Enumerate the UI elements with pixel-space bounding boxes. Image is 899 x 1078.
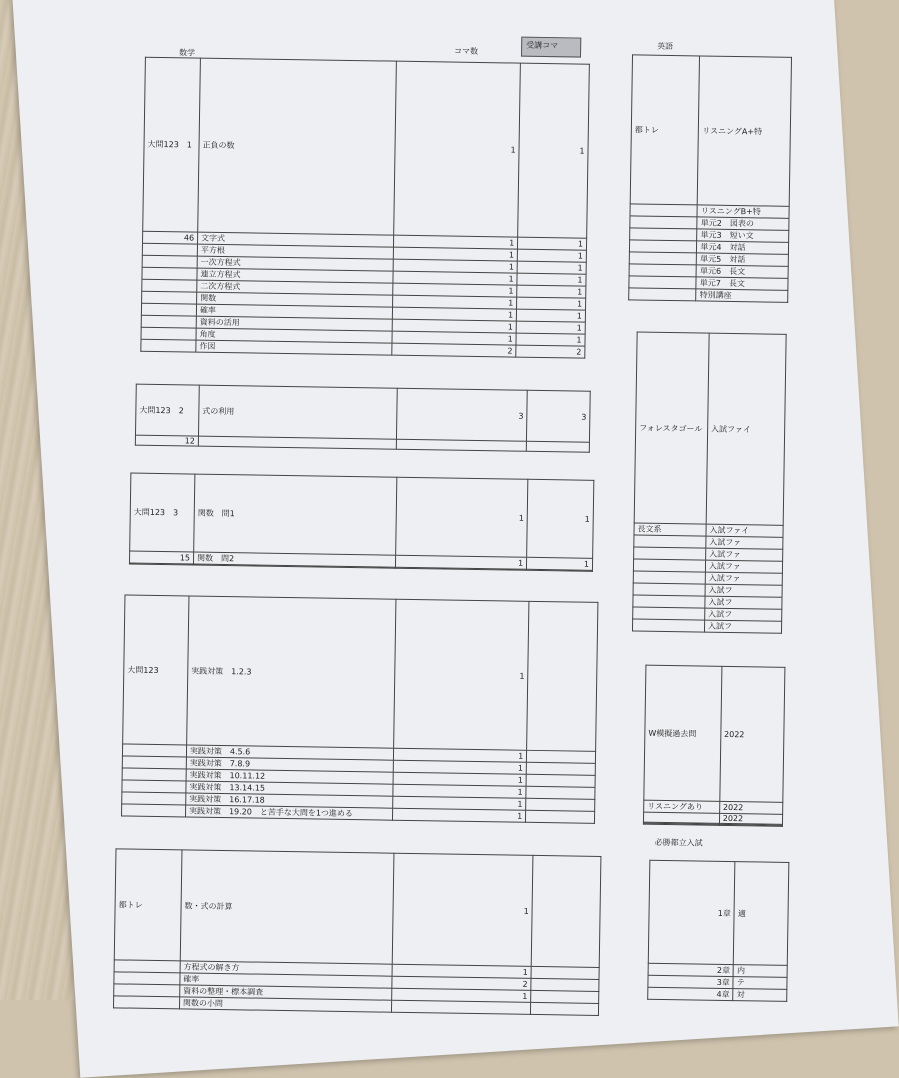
math-table-2 bbox=[135, 384, 591, 453]
table-cell-a bbox=[630, 228, 698, 241]
table-cell-b: 入試ファ bbox=[705, 560, 782, 573]
table-cell-c: 1 bbox=[392, 295, 517, 309]
table-cell-c: 1 bbox=[392, 307, 517, 321]
table-cell-a bbox=[122, 744, 186, 757]
table-cell-a: フォレスタゴール bbox=[634, 332, 709, 524]
table-cell-d: 1 bbox=[517, 261, 586, 274]
table-cell-a bbox=[141, 327, 196, 340]
table-cell-d: 1 bbox=[517, 249, 586, 262]
table-cell-d: 1 bbox=[517, 285, 586, 298]
jukou-koma-header: 受講コマ bbox=[521, 37, 581, 58]
table-cell-b: 実践対策 13.14.15 bbox=[186, 781, 393, 796]
table-row bbox=[123, 595, 598, 751]
table-cell-c: 1 bbox=[393, 247, 518, 261]
table-cell-c: 1 bbox=[393, 784, 527, 798]
table-cell-c: 1 bbox=[393, 748, 527, 762]
table-cell-a: リスニングあり bbox=[644, 800, 720, 813]
table-cell-d bbox=[531, 966, 599, 979]
table-cell-b: 正負の数 bbox=[198, 58, 396, 235]
table-cell-a bbox=[632, 619, 704, 632]
table-cell-b: 実践対策 10.11.12 bbox=[186, 769, 393, 784]
table-cell-a bbox=[633, 607, 705, 620]
table-cell-a bbox=[633, 595, 705, 608]
table-cell-d bbox=[531, 978, 599, 991]
table-cell-c: 1 bbox=[392, 283, 517, 297]
english-title: 英語 bbox=[657, 41, 674, 52]
math-table-4 bbox=[121, 594, 598, 823]
table-cell-c bbox=[391, 1000, 531, 1014]
table-cell-b: 連立方程式 bbox=[197, 268, 393, 283]
table-cell-c: 1 bbox=[393, 760, 527, 774]
table-cell-a bbox=[629, 264, 697, 277]
table-cell-d bbox=[526, 810, 595, 823]
table-cell-c: 1 bbox=[392, 853, 533, 966]
table-cell-c: 1 bbox=[392, 271, 517, 285]
table-cell-a: 大問123 bbox=[123, 595, 189, 745]
table-cell-a: 都トレ bbox=[114, 849, 182, 961]
table-cell-b: 入試フ bbox=[705, 596, 782, 609]
table-cell-b: 単元7 長文 bbox=[696, 277, 788, 290]
table-cell-a: 都トレ bbox=[630, 55, 700, 205]
table-cell-a bbox=[142, 267, 197, 280]
table-row bbox=[648, 860, 789, 965]
table-cell-a bbox=[629, 276, 697, 289]
table-cell-d bbox=[527, 569, 593, 571]
table-cell-d: 1 bbox=[518, 237, 587, 250]
table-cell-b: 資料の整理・標本調査 bbox=[180, 985, 392, 1000]
table-cell-a: W模擬過去問 bbox=[644, 665, 722, 801]
table-cell-a bbox=[122, 780, 186, 793]
table-cell-c: 1 bbox=[392, 808, 526, 822]
table-cell-c: 2 bbox=[391, 976, 531, 990]
table-cell-a bbox=[630, 216, 698, 229]
table-cell-c: 1 bbox=[392, 796, 526, 810]
hisshou-title: 必勝都立入試 bbox=[654, 837, 703, 848]
table-cell-a bbox=[114, 960, 180, 973]
table-cell-b: 実践対策 19.20 と苦手な大問を1つ進める bbox=[185, 805, 392, 820]
table-cell-d: 1 bbox=[518, 63, 590, 238]
table-cell-b: 単元5 対話 bbox=[697, 253, 789, 266]
table-cell-d bbox=[531, 990, 599, 1003]
table-cell-b: リスニングA+特 bbox=[698, 56, 792, 206]
table-cell-a bbox=[633, 571, 705, 584]
table-cell-b: 入試フ bbox=[705, 584, 782, 597]
hisshou-table bbox=[647, 860, 789, 1002]
table-cell-d bbox=[531, 1002, 599, 1015]
table-cell-a bbox=[629, 240, 697, 253]
table-cell-a bbox=[122, 756, 186, 769]
table-cell-a bbox=[634, 535, 706, 548]
table-cell-a bbox=[114, 984, 180, 997]
table-cell-b: 平方根 bbox=[197, 244, 393, 259]
table-cell-b: 文字式 bbox=[197, 232, 393, 247]
table-row bbox=[632, 619, 781, 633]
table-cell-a: 2章 bbox=[648, 963, 734, 976]
table-cell-b: 2022 bbox=[719, 801, 782, 814]
table-cell-b: 実践対策 4.5.6 bbox=[186, 745, 393, 760]
table-cell-b: 関数 問1 bbox=[194, 474, 398, 555]
table-cell-a: 大問123 3 bbox=[130, 473, 195, 552]
table-cell-b: 数・式の計算 bbox=[180, 850, 393, 964]
table-cell-b: 入試ファイ bbox=[706, 524, 783, 537]
table-cell-a bbox=[122, 804, 186, 817]
table-cell-b: 単元6 長文 bbox=[696, 265, 788, 278]
table-cell-b: 二次方程式 bbox=[197, 280, 393, 295]
table-cell-b: 特別講座 bbox=[696, 289, 788, 302]
table-cell-a bbox=[122, 768, 186, 781]
table-cell-c: 2 bbox=[391, 343, 516, 357]
table-cell-d bbox=[527, 750, 596, 763]
table-cell-c: 1 bbox=[393, 772, 527, 786]
table-cell-d bbox=[526, 441, 589, 452]
table-cell-b: 資料の活用 bbox=[196, 316, 392, 331]
table-cell-b: 単元4 対話 bbox=[697, 241, 789, 254]
table-cell-a bbox=[114, 972, 180, 985]
table-cell-b: 確率 bbox=[180, 973, 392, 988]
table-cell-c: 1 bbox=[393, 599, 529, 750]
table-cell-b: 単元2 図表の bbox=[697, 217, 789, 230]
table-cell-a bbox=[122, 792, 186, 805]
table-cell-a bbox=[141, 315, 196, 328]
table-cell-b: 入試フ bbox=[705, 608, 782, 621]
english-table-2 bbox=[632, 331, 787, 633]
table-row bbox=[648, 987, 787, 1001]
table-cell-d bbox=[527, 601, 598, 751]
table-cell-b bbox=[719, 824, 782, 826]
table-cell-a bbox=[634, 547, 706, 560]
table-cell-b: 入試ファ bbox=[706, 536, 783, 549]
table-cell-d: 1 bbox=[517, 297, 586, 310]
table-row bbox=[114, 849, 601, 968]
table-cell-b: 関数の小問 bbox=[179, 997, 391, 1012]
table-cell-a bbox=[141, 339, 196, 352]
table-row bbox=[630, 55, 791, 206]
table-cell-b: 単元3 短い文 bbox=[697, 229, 789, 242]
table-cell-b: リスニングB+特 bbox=[697, 205, 789, 218]
table-cell-a: 長文系 bbox=[634, 523, 706, 536]
table-cell-a bbox=[129, 563, 193, 565]
table-cell-a bbox=[141, 303, 196, 316]
table-cell-b: 入試フ bbox=[704, 620, 781, 633]
english-table-3 bbox=[643, 665, 785, 827]
table-cell-d: 1 bbox=[516, 321, 585, 334]
table-cell-b: 2022 bbox=[719, 813, 782, 824]
table-cell-b: 一次方程式 bbox=[197, 256, 393, 271]
table-cell-c: 1 bbox=[396, 555, 527, 569]
table-cell-d bbox=[531, 855, 601, 967]
table-row bbox=[130, 473, 594, 558]
table-cell-d: 2 bbox=[516, 345, 585, 358]
math-table-5 bbox=[113, 848, 601, 1016]
table-cell-b: 実践対策 1.2.3 bbox=[187, 596, 396, 748]
table-cell-b: 入試ファイ bbox=[706, 333, 786, 525]
table-cell-d bbox=[526, 762, 595, 775]
math-table-1 bbox=[140, 57, 590, 359]
table-cell-c: 1 bbox=[393, 235, 518, 249]
table-cell-d bbox=[526, 774, 595, 787]
table-cell-a: 46 bbox=[143, 231, 198, 244]
table-cell-b: 関数 問2 bbox=[193, 552, 396, 567]
koma-count-header: コマ数 bbox=[453, 46, 479, 56]
table-cell-a bbox=[142, 279, 197, 292]
table-cell-d: 3 bbox=[527, 390, 591, 442]
table-cell-c: 1 bbox=[392, 964, 532, 978]
table-cell-a: 4章 bbox=[648, 987, 734, 1000]
table-cell-c: 1 bbox=[391, 331, 516, 345]
table-row bbox=[634, 332, 786, 525]
table-cell-b: 2022 bbox=[720, 666, 785, 802]
table-cell-a bbox=[142, 255, 197, 268]
table-cell-b bbox=[198, 436, 397, 449]
table-cell-a bbox=[633, 559, 705, 572]
table-cell-a bbox=[633, 583, 705, 596]
table-cell-b: 適 bbox=[734, 862, 789, 966]
table-cell-c bbox=[397, 439, 527, 451]
table-cell-c: 3 bbox=[397, 388, 527, 441]
table-cell-c: 1 bbox=[393, 259, 518, 273]
table-cell-d: 1 bbox=[516, 333, 585, 346]
table-cell-b: 確率 bbox=[196, 304, 392, 319]
table-cell-b: 作図 bbox=[196, 340, 392, 355]
table-cell-a bbox=[643, 823, 719, 825]
table-cell-b: 実践対策 16.17.18 bbox=[186, 793, 393, 808]
table-cell-a bbox=[630, 204, 698, 217]
table-cell-b: 実践対策 7.8.9 bbox=[186, 757, 393, 772]
table-cell-b: 角度 bbox=[196, 328, 392, 343]
table-row bbox=[135, 384, 590, 442]
table-cell-a: 大問123 1 bbox=[143, 57, 201, 232]
table-cell-a bbox=[142, 291, 197, 304]
table-cell-c: 1 bbox=[393, 61, 520, 237]
english-table-1 bbox=[628, 54, 792, 302]
table-row bbox=[629, 288, 788, 302]
table-row bbox=[644, 665, 785, 802]
table-cell-a bbox=[113, 996, 179, 1009]
table-cell-b: 入試ファ bbox=[706, 548, 783, 561]
table-cell-b: 関数 bbox=[197, 292, 393, 307]
table-cell-a bbox=[142, 243, 197, 256]
table-cell-d bbox=[526, 798, 595, 811]
table-cell-a bbox=[629, 288, 697, 301]
table-cell-a bbox=[629, 252, 697, 265]
table-cell-d: 1 bbox=[527, 557, 593, 570]
math-title: 数学 bbox=[178, 48, 196, 58]
table-cell-d: 1 bbox=[527, 479, 594, 558]
table-row bbox=[143, 57, 590, 238]
table-cell-b: 方程式の解き方 bbox=[180, 961, 392, 976]
math-table-3 bbox=[129, 473, 594, 572]
table-cell-a: 大問123 2 bbox=[135, 384, 199, 436]
table-cell-b: 式の利用 bbox=[198, 385, 397, 439]
table-cell-b: 入試ファ bbox=[705, 572, 782, 585]
table-cell-d: 1 bbox=[516, 309, 585, 322]
table-cell-b: 内 bbox=[733, 965, 787, 978]
table-cell-a: 15 bbox=[129, 551, 193, 564]
table-cell-a: 1章 bbox=[648, 860, 735, 964]
table-cell-c: 1 bbox=[396, 477, 528, 557]
table-cell-c: 1 bbox=[391, 988, 531, 1002]
table-cell-b: テ bbox=[733, 977, 787, 990]
table-cell-d bbox=[526, 786, 595, 799]
table-cell-b: 対 bbox=[733, 989, 787, 1002]
table-cell-c: 1 bbox=[392, 319, 517, 333]
table-cell-a: 12 bbox=[135, 435, 198, 446]
table-cell-d: 1 bbox=[517, 273, 586, 286]
table-cell-a: 3章 bbox=[648, 975, 734, 988]
